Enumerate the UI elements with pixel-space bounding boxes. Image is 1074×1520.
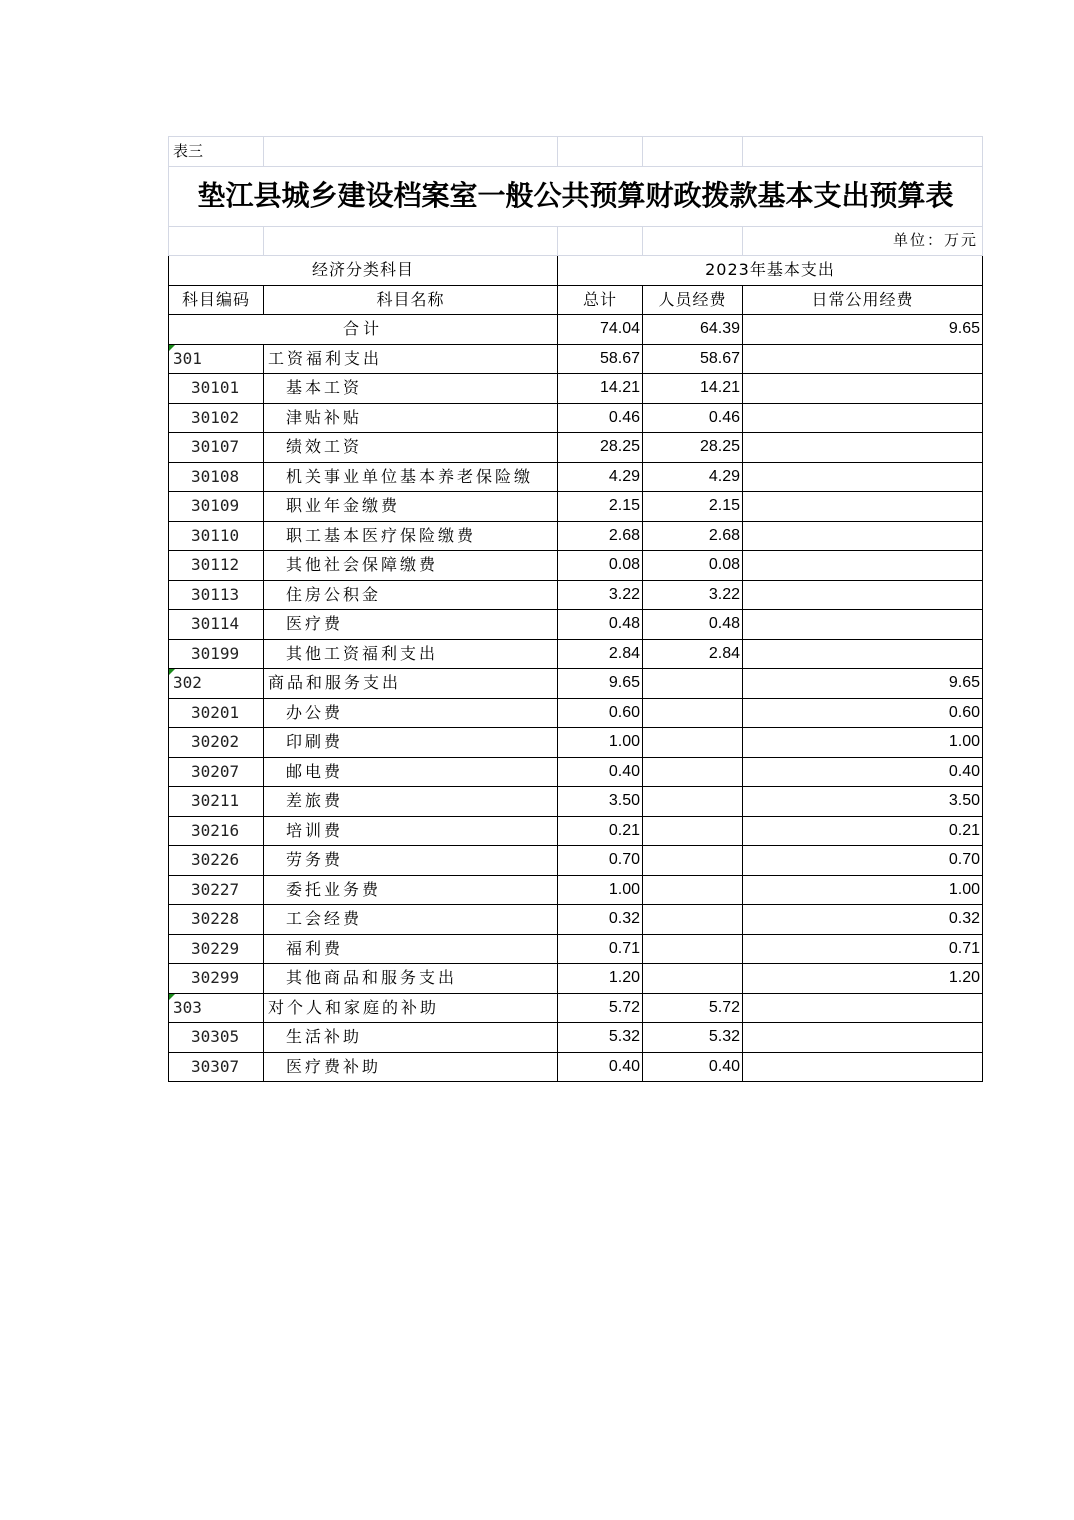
- row-name: [264, 757, 558, 787]
- row-code-text: 30113: [191, 584, 240, 604]
- row-public: [743, 374, 983, 404]
- row-personnel: [643, 433, 743, 463]
- table-row: [169, 669, 983, 699]
- row-code-text: 302: [173, 673, 202, 693]
- cell-marker-icon: [169, 669, 175, 675]
- row-code-text: 30229: [191, 938, 240, 958]
- row-personnel: [643, 492, 743, 522]
- row-public: [743, 846, 983, 876]
- row-total-text: 0.21: [608, 821, 640, 839]
- row-personnel-text: 2.68: [708, 526, 740, 544]
- row-public-text: 0.71: [948, 939, 980, 957]
- row-code-text: 30228: [191, 909, 240, 929]
- row-name: [264, 875, 558, 905]
- row-personnel: [643, 964, 743, 994]
- row-public-text: 3.50: [948, 792, 980, 810]
- header-public: 日常公用经费: [743, 285, 983, 315]
- row-name-text: 其他工资福利支出: [286, 643, 439, 663]
- row-total: [558, 757, 643, 787]
- budget-sheet: [168, 136, 982, 1082]
- row-code-text: 303: [173, 997, 202, 1017]
- row-code-text: 30108: [191, 466, 240, 486]
- row-public: [743, 1052, 983, 1082]
- table-row: [169, 934, 983, 964]
- row-name: [264, 580, 558, 610]
- row-total: [558, 669, 643, 699]
- row-personnel-text: 2.84: [708, 644, 740, 662]
- row-total: [558, 610, 643, 640]
- row-code-text: 30109: [191, 496, 240, 516]
- row-personnel-text: 4.29: [708, 467, 740, 485]
- table-row: [169, 521, 983, 551]
- row-total: [558, 639, 643, 669]
- total-personnel: 64.39: [643, 315, 743, 345]
- row-total-text: 2.15: [608, 497, 640, 515]
- table-row: [169, 875, 983, 905]
- row-code: [169, 875, 264, 905]
- row-public: [743, 934, 983, 964]
- row-code-text: 30112: [191, 555, 240, 575]
- row-code: [169, 993, 264, 1023]
- row-code: [169, 433, 264, 463]
- row-personnel: [643, 875, 743, 905]
- empty-cell: [743, 137, 983, 167]
- unit-label: 单位：万元: [743, 226, 983, 256]
- row-personnel-text: 14.21: [699, 379, 740, 397]
- row-personnel: [643, 374, 743, 404]
- row-total-text: 14.21: [599, 379, 640, 397]
- row-total-text: 2.68: [608, 526, 640, 544]
- row-code-text: 30216: [191, 820, 240, 840]
- row-total-text: 3.50: [608, 792, 640, 810]
- row-total: [558, 905, 643, 935]
- empty-cell: [558, 137, 643, 167]
- row-public: [743, 787, 983, 817]
- row-name-text: 其他商品和服务支出: [286, 968, 458, 988]
- table-row: [169, 787, 983, 817]
- header-basic-expenditure: 2023年基本支出: [558, 256, 983, 286]
- row-public: [743, 993, 983, 1023]
- row-public: [743, 580, 983, 610]
- row-total: [558, 964, 643, 994]
- empty-cell: [264, 137, 558, 167]
- row-code: [169, 934, 264, 964]
- row-total: [558, 521, 643, 551]
- row-total-text: 0.40: [608, 1057, 640, 1075]
- row-personnel: [643, 610, 743, 640]
- row-code: [169, 964, 264, 994]
- row-name: [264, 993, 558, 1023]
- row-total: [558, 551, 643, 581]
- row-name: [264, 905, 558, 935]
- table-row: [169, 551, 983, 581]
- row-name-text: 福利费: [286, 938, 344, 958]
- row-public: [743, 698, 983, 728]
- row-total-text: 0.60: [608, 703, 640, 721]
- row-public: [743, 492, 983, 522]
- row-personnel: [643, 639, 743, 669]
- row-code-text: 30202: [191, 732, 240, 752]
- row-personnel-text: 0.40: [708, 1057, 740, 1075]
- row-code: [169, 521, 264, 551]
- row-total-text: 28.25: [599, 438, 640, 456]
- row-code: [169, 787, 264, 817]
- header-economic-category: 经济分类科目: [169, 256, 558, 286]
- row-personnel: [643, 580, 743, 610]
- row-name-text: 职工基本医疗保险缴费: [286, 525, 477, 545]
- row-total: [558, 698, 643, 728]
- row-total: [558, 580, 643, 610]
- row-personnel: [643, 1052, 743, 1082]
- row-public: [743, 433, 983, 463]
- row-name-text: 委托业务费: [286, 879, 382, 899]
- title-row: [169, 166, 983, 226]
- row-name: [264, 433, 558, 463]
- row-personnel-text: 3.22: [708, 585, 740, 603]
- row-name-text: 其他社会保障缴费: [286, 555, 439, 575]
- row-total: [558, 728, 643, 758]
- header-name: 科目名称: [264, 285, 558, 315]
- row-public-text: 1.20: [948, 969, 980, 987]
- row-personnel-text: 28.25: [699, 438, 740, 456]
- table-row: [169, 728, 983, 758]
- table-row: [169, 964, 983, 994]
- row-personnel: [643, 787, 743, 817]
- row-total-text: 0.71: [608, 939, 640, 957]
- row-code-text: 30201: [191, 702, 240, 722]
- row-public: [743, 816, 983, 846]
- row-code-text: 30299: [191, 968, 240, 988]
- row-total: [558, 344, 643, 374]
- row-public: [743, 521, 983, 551]
- row-name-text: 差旅费: [286, 791, 344, 811]
- row-code-text: 30305: [191, 1027, 240, 1047]
- row-personnel: [643, 551, 743, 581]
- row-public: [743, 1023, 983, 1053]
- row-public-text: 9.65: [948, 674, 980, 692]
- row-name-text: 机关事业单位基本养老保险缴: [286, 466, 534, 486]
- row-personnel-text: 2.15: [708, 497, 740, 515]
- row-code-text: 30226: [191, 850, 240, 870]
- empty-cell: [169, 226, 264, 256]
- row-name-text: 医疗费补助: [286, 1056, 382, 1076]
- row-personnel: [643, 521, 743, 551]
- table-row: [169, 492, 983, 522]
- header-row: [169, 285, 983, 315]
- row-code: [169, 344, 264, 374]
- row-public: [743, 610, 983, 640]
- row-code: [169, 669, 264, 699]
- row-total-text: 0.32: [608, 910, 640, 928]
- row-code: [169, 374, 264, 404]
- row-total-text: 1.00: [608, 880, 640, 898]
- row-name: [264, 521, 558, 551]
- row-name-text: 工会经费: [286, 909, 363, 929]
- row-total-text: 5.32: [608, 1028, 640, 1046]
- row-code: [169, 698, 264, 728]
- row-public-text: 0.32: [948, 910, 980, 928]
- row-total-text: 3.22: [608, 585, 640, 603]
- row-total: [558, 816, 643, 846]
- row-total-text: 0.70: [608, 851, 640, 869]
- row-name-text: 绩效工资: [286, 437, 363, 457]
- header-total: 总计: [558, 285, 643, 315]
- row-name-text: 商品和服务支出: [268, 673, 402, 693]
- row-public-text: 0.70: [948, 851, 980, 869]
- table-row: [169, 639, 983, 669]
- row-name: [264, 551, 558, 581]
- table-row: [169, 1023, 983, 1053]
- row-name-text: 邮电费: [286, 761, 344, 781]
- row-name-text: 津贴补贴: [286, 407, 363, 427]
- row-public: [743, 669, 983, 699]
- row-code: [169, 639, 264, 669]
- header-personnel: 人员经费: [643, 285, 743, 315]
- table-row: [169, 403, 983, 433]
- row-personnel: [643, 344, 743, 374]
- table-row: [169, 462, 983, 492]
- row-code-text: 30101: [191, 378, 240, 398]
- row-code: [169, 757, 264, 787]
- row-name: [264, 1052, 558, 1082]
- row-personnel: [643, 728, 743, 758]
- row-code-text: 30207: [191, 761, 240, 781]
- row-code: [169, 551, 264, 581]
- table-row: [169, 610, 983, 640]
- table-row: [169, 698, 983, 728]
- row-name-text: 办公费: [286, 702, 344, 722]
- row-code-text: 30110: [191, 525, 240, 545]
- row-total: [558, 433, 643, 463]
- row-code: [169, 462, 264, 492]
- header-code: 科目编码: [169, 285, 264, 315]
- row-name-text: 生活补助: [286, 1027, 363, 1047]
- row-code: [169, 905, 264, 935]
- row-public-text: 0.40: [948, 762, 980, 780]
- row-public: [743, 905, 983, 935]
- row-public-text: 1.00: [948, 880, 980, 898]
- row-total-text: 1.20: [608, 969, 640, 987]
- row-personnel: [643, 816, 743, 846]
- table-row: [169, 905, 983, 935]
- total-total: 74.04: [558, 315, 643, 345]
- row-name: [264, 374, 558, 404]
- row-public: [743, 344, 983, 374]
- row-code: [169, 728, 264, 758]
- row-name: [264, 698, 558, 728]
- row-total: [558, 846, 643, 876]
- row-code: [169, 610, 264, 640]
- row-personnel: [643, 993, 743, 1023]
- row-personnel-text: 5.72: [708, 998, 740, 1016]
- row-code-text: 30211: [191, 791, 240, 811]
- row-total-text: 1.00: [608, 733, 640, 751]
- row-total: [558, 934, 643, 964]
- empty-cell: [643, 137, 743, 167]
- empty-cell: [264, 226, 558, 256]
- table-row: [169, 1052, 983, 1082]
- budget-table: [168, 136, 983, 1082]
- row-personnel: [643, 905, 743, 935]
- row-public: [743, 551, 983, 581]
- row-name: [264, 964, 558, 994]
- table-row: [169, 580, 983, 610]
- row-name-text: 基本工资: [286, 378, 363, 398]
- row-code-text: 30199: [191, 643, 240, 663]
- row-name: [264, 816, 558, 846]
- total-public: 9.65: [743, 315, 983, 345]
- row-personnel-text: 0.48: [708, 615, 740, 633]
- empty-cell: [558, 226, 643, 256]
- row-name-text: 印刷费: [286, 732, 344, 752]
- row-code-text: 30107: [191, 437, 240, 457]
- row-total-text: 0.40: [608, 762, 640, 780]
- row-personnel: [643, 757, 743, 787]
- row-code: [169, 580, 264, 610]
- row-public: [743, 964, 983, 994]
- total-row: [169, 315, 983, 345]
- row-name-text: 工资福利支出: [268, 348, 383, 368]
- row-personnel-text: 5.32: [708, 1028, 740, 1046]
- row-public: [743, 875, 983, 905]
- row-total: [558, 492, 643, 522]
- table-row: [169, 433, 983, 463]
- row-personnel: [643, 403, 743, 433]
- row-total: [558, 787, 643, 817]
- row-total: [558, 374, 643, 404]
- row-name: [264, 492, 558, 522]
- table-row: [169, 993, 983, 1023]
- row-name-text: 医疗费: [286, 614, 344, 634]
- row-code: [169, 403, 264, 433]
- row-total-text: 9.65: [608, 674, 640, 692]
- row-personnel: [643, 1023, 743, 1053]
- row-code: [169, 846, 264, 876]
- row-name: [264, 934, 558, 964]
- row-personnel-text: 0.08: [708, 556, 740, 574]
- row-personnel-text: 58.67: [699, 349, 740, 367]
- row-total: [558, 462, 643, 492]
- row-name: [264, 728, 558, 758]
- row-name: [264, 669, 558, 699]
- row-total-text: 58.67: [599, 349, 640, 367]
- total-label: 合计: [169, 315, 558, 345]
- row-total-text: 4.29: [608, 467, 640, 485]
- header-group-row: [169, 256, 983, 286]
- row-name-text: 对个人和家庭的补助: [268, 997, 440, 1017]
- row-code-text: 30114: [191, 614, 240, 634]
- row-total: [558, 993, 643, 1023]
- unit-row: [169, 226, 983, 256]
- row-total: [558, 403, 643, 433]
- row-public: [743, 403, 983, 433]
- row-name: [264, 610, 558, 640]
- row-name: [264, 1023, 558, 1053]
- row-code-text: 301: [173, 348, 202, 368]
- table-label: 表三: [169, 137, 264, 167]
- row-total-text: 0.46: [608, 408, 640, 426]
- label-row: [169, 137, 983, 167]
- row-code: [169, 492, 264, 522]
- row-public: [743, 639, 983, 669]
- row-total-text: 0.08: [608, 556, 640, 574]
- row-code: [169, 1052, 264, 1082]
- row-personnel: [643, 698, 743, 728]
- table-row: [169, 374, 983, 404]
- row-personnel: [643, 846, 743, 876]
- cell-marker-icon: [169, 994, 175, 1000]
- row-total-text: 2.84: [608, 644, 640, 662]
- page-title: 垫江县城乡建设档案室一般公共预算财政拨款基本支出预算表: [169, 166, 983, 226]
- row-total-text: 5.72: [608, 998, 640, 1016]
- row-public: [743, 757, 983, 787]
- row-name: [264, 403, 558, 433]
- row-name: [264, 787, 558, 817]
- row-public-text: 0.60: [948, 703, 980, 721]
- row-code: [169, 816, 264, 846]
- row-total: [558, 1023, 643, 1053]
- row-name-text: 职业年金缴费: [286, 496, 401, 516]
- table-row: [169, 846, 983, 876]
- cell-marker-icon: [169, 345, 175, 351]
- empty-cell: [643, 226, 743, 256]
- row-personnel: [643, 462, 743, 492]
- row-name: [264, 639, 558, 669]
- row-name-text: 住房公积金: [286, 584, 382, 604]
- row-code-text: 30102: [191, 407, 240, 427]
- row-name: [264, 846, 558, 876]
- table-row: [169, 816, 983, 846]
- row-public: [743, 462, 983, 492]
- row-code-text: 30227: [191, 879, 240, 899]
- table-row: [169, 757, 983, 787]
- row-public: [743, 728, 983, 758]
- row-name-text: 劳务费: [286, 850, 344, 870]
- row-name-text: 培训费: [286, 820, 344, 840]
- row-name: [264, 462, 558, 492]
- row-name: [264, 344, 558, 374]
- row-code-text: 30307: [191, 1056, 240, 1076]
- row-personnel-text: 0.46: [708, 408, 740, 426]
- row-total: [558, 875, 643, 905]
- row-total: [558, 1052, 643, 1082]
- row-public-text: 0.21: [948, 821, 980, 839]
- row-public-text: 1.00: [948, 733, 980, 751]
- table-row: [169, 344, 983, 374]
- row-personnel: [643, 934, 743, 964]
- row-total-text: 0.48: [608, 615, 640, 633]
- row-personnel: [643, 669, 743, 699]
- row-code: [169, 1023, 264, 1053]
